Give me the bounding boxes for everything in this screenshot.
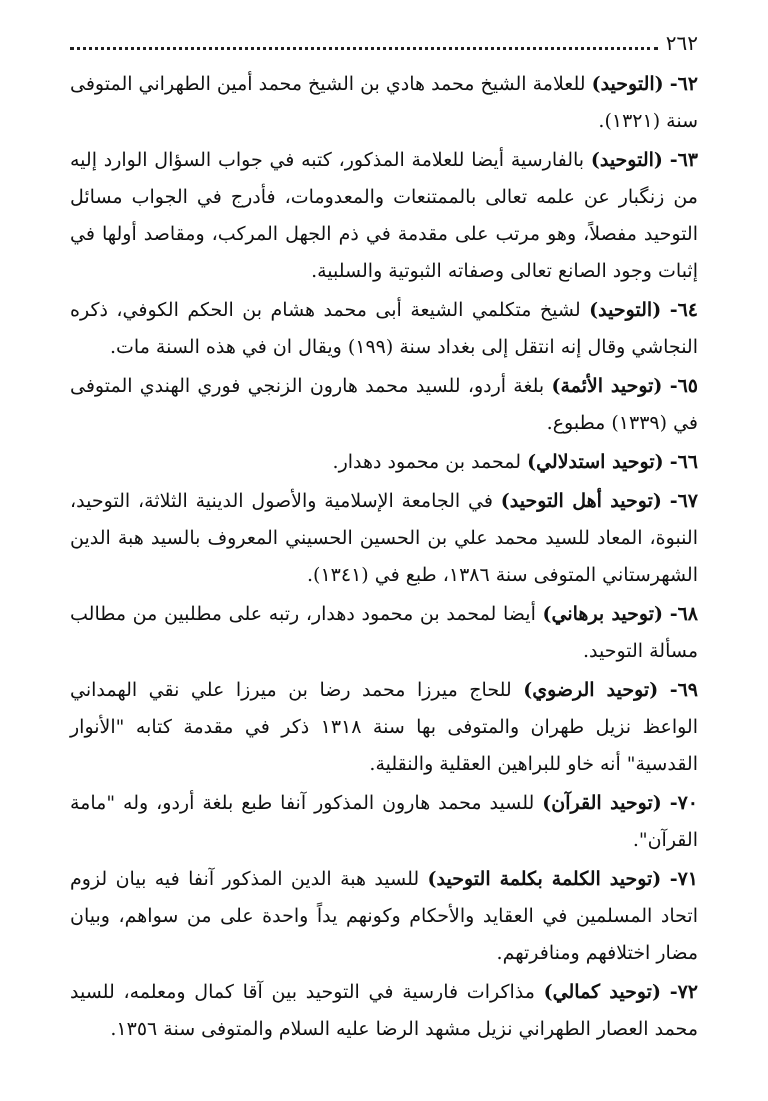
entry-number: ٦٣- <box>669 149 698 171</box>
entry-text: أيضا لمحمد بن محمود دهدار، رتبه على مطلبين من مطالب مسألة التوحيد. <box>70 603 698 662</box>
entry-title: (توحيد الرضوي) <box>523 679 659 701</box>
list-item <box>70 66 698 140</box>
entry-text: للسيد هبة الدين المذكور آنفا فيه بيان لزوم اتحاد المسلمين في العقايد والأحكام وكونهم يداً واحدة على من سواهم، وبيان مضار اختلافهم ومنافرتهم. <box>70 868 698 964</box>
entry-text: لشيخ متكلمي الشيعة أبى محمد هشام بن الحكم الكوفي، ذكره النجاشي وقال إنه انتقل إلى بغداد سنة (١٩٩) ويقال ان في هذه السنة مات. <box>70 299 698 358</box>
entry-text: بالفارسية أيضا للعلامة المذكور، كتبه في جواب السؤال الوارد إليه من زنگبار عن علمه تعالى بالممتنعات والمعدومات، فأدرج في الجواب مسائل التوحيد مفصلاً، وهو مرتب على مقدمة في ذم الجهل المركب، ومقاصد أولها في إثبات وجود الصانع تعالى وصفاته الثبوتية والسلبية. <box>70 149 698 282</box>
entry-title: (التوحيد) <box>589 299 662 321</box>
entry-number: ٦٨- <box>669 603 699 625</box>
header-dotted-rule <box>70 47 658 50</box>
list-item <box>70 483 698 594</box>
entry-title: (توحيد الأئمة) <box>551 375 663 397</box>
list-item <box>70 292 698 366</box>
list-item <box>70 368 698 442</box>
entry-title: (توحيد أهل التوحيد) <box>500 490 662 512</box>
entry-number: ٧٢- <box>669 981 699 1003</box>
book-page <box>70 28 698 1050</box>
entry-title: (توحيد كمالي) <box>543 981 661 1003</box>
entries-list <box>70 66 698 1048</box>
list-item <box>70 785 698 859</box>
list-item <box>70 974 698 1048</box>
entry-number: ٦٧- <box>669 490 698 512</box>
entry-title: (توحيد استدلالي) <box>527 451 664 473</box>
entry-title: (التوحيد) <box>590 149 663 171</box>
page-header <box>70 28 698 58</box>
entry-number: ٦٩- <box>669 679 698 701</box>
entry-title: (توحيد برهاني) <box>542 603 664 625</box>
entry-number: ٦٦- <box>669 451 698 473</box>
list-item <box>70 142 698 290</box>
entry-number: ٦٤- <box>669 299 699 321</box>
entry-title: (توحيد القرآن) <box>542 792 662 814</box>
entry-text: بلغة أردو، للسيد محمد هارون الزنجي فوري الهندي المتوفى في (١٣٣٩) مطبوع. <box>70 375 698 434</box>
entry-text: مذاكرات فارسية في التوحيد بين آقا كمال ومعلمه، للسيد محمد العصار الطهراني نزيل مشهد الرضا عليه السلام والمتوفى سنة ١٣٥٦. <box>70 981 698 1040</box>
entry-text: للعلامة الشيخ محمد هادي بن الشيخ محمد أمين الطهراني المتوفى سنة (١٣٢١). <box>70 73 698 132</box>
entry-number: ٧١- <box>669 868 698 890</box>
entry-number: ٧٠- <box>669 792 698 814</box>
list-item <box>70 444 698 481</box>
entry-number: ٦٥- <box>669 375 698 397</box>
entry-title: (التوحيد) <box>591 73 664 95</box>
list-item <box>70 861 698 972</box>
list-item <box>70 672 698 783</box>
page-number: ٢٦٢ <box>665 31 698 55</box>
entry-text: في الجامعة الإسلامية والأصول الدينية الثلاثة، التوحيد، النبوة، المعاد للسيد محمد علي بن الحسين الحسيني المعروف بالسيد هبة الدين الشهرستاني المتوفى سنة ١٣٨٦، طبع في (١٣٤١). <box>70 490 698 586</box>
entry-number: ٦٢- <box>669 73 698 95</box>
entry-text: للحاج ميرزا محمد رضا بن ميرزا علي نقي الهمداني الواعظ نزيل طهران والمتوفى بها سنة ١٣١٨ ذكر في مقدمة كتابه "الأنوار القدسية" أنه خاو للبراهين العقلية والنقلية. <box>70 679 698 775</box>
entry-text: للسيد محمد هارون المذكور آنفا طبع بلغة أردو، وله "مامة القرآن". <box>70 792 698 851</box>
entry-title: (توحيد الكلمة بكلمة التوحيد) <box>427 868 662 890</box>
entry-text: لمحمد بن محمود دهدار. <box>332 451 528 473</box>
list-item <box>70 596 698 670</box>
